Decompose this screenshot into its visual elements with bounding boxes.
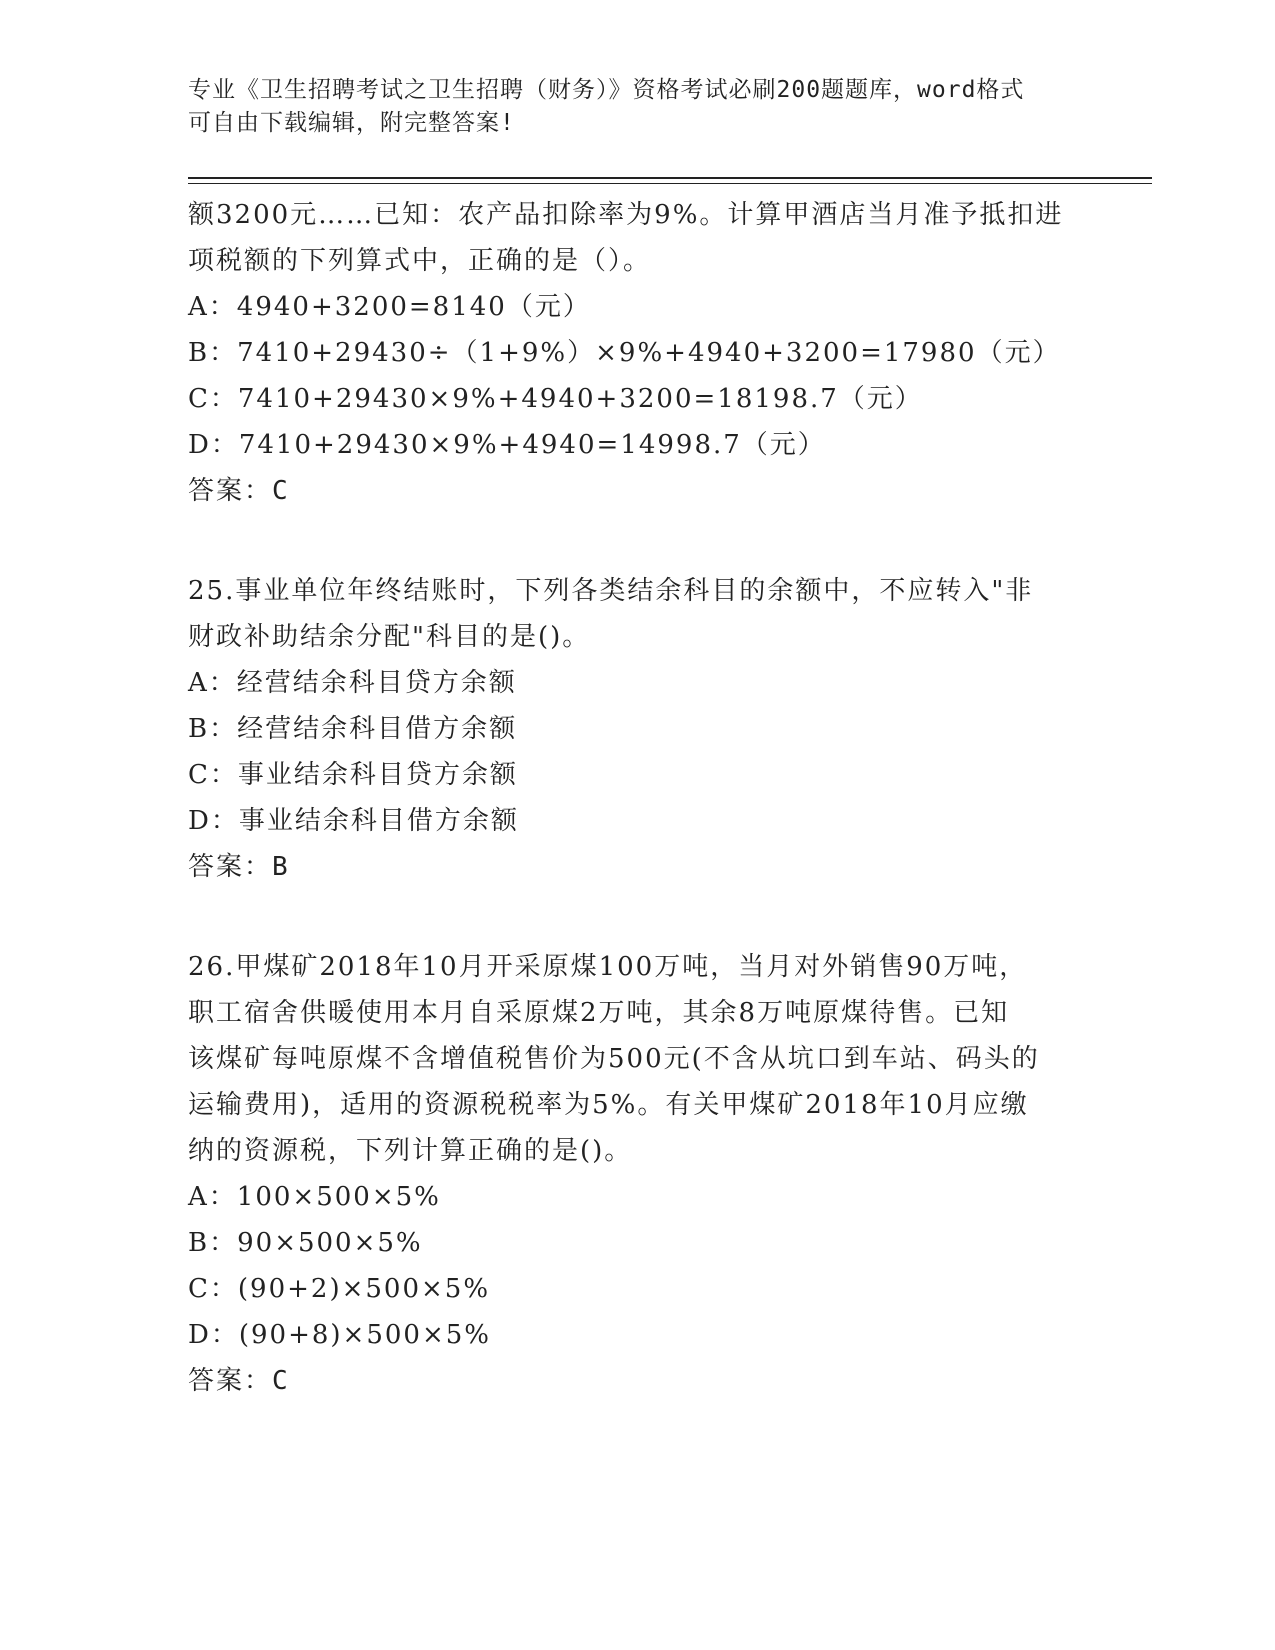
option-a: A：经营结余科目贷方余额 xyxy=(188,668,517,698)
header-divider-thin xyxy=(188,183,1152,184)
question-25 xyxy=(188,568,1088,890)
answer-line: 答案：C xyxy=(188,1366,290,1396)
question-24 xyxy=(188,192,1088,514)
spacer xyxy=(188,890,1088,944)
option-b: B：90×500×5% xyxy=(188,1228,423,1258)
header-line-1: 专业《卫生招聘考试之卫生招聘（财务）》资格考试必刷200题题库，word格式 xyxy=(188,77,1025,103)
question-stem: 额3200元……已知：农产品扣除率为9%。计算甲酒店当月准予抵扣进 xyxy=(188,200,1064,230)
answer-line: 答案：C xyxy=(188,476,290,506)
question-stem: 项税额的下列算式中，正确的是（）。 xyxy=(188,246,652,276)
question-stem: 26.甲煤矿2018年10月开采原煤100万吨，当月对外销售90万吨， xyxy=(188,952,1028,982)
document-header xyxy=(188,74,1068,140)
option-d: D：(90+8)×500×5% xyxy=(188,1320,491,1350)
question-stem: 财政补助结余分配"科目的是()。 xyxy=(188,622,591,652)
question-list xyxy=(188,192,1088,1404)
header-divider-thick xyxy=(188,177,1152,179)
option-a: A：4940+3200=8140（元） xyxy=(188,292,591,322)
option-c: C：事业结余科目贷方余额 xyxy=(188,760,518,790)
option-c: C：7410+29430×9%+4940+3200=18198.7（元） xyxy=(188,384,923,414)
option-d: D：事业结余科目借方余额 xyxy=(188,806,519,836)
question-stem: 职工宿舍供暖使用本月自采原煤2万吨，其余8万吨原煤待售。已知 xyxy=(188,998,1010,1028)
spacer xyxy=(188,514,1088,568)
option-a: A：100×500×5% xyxy=(188,1182,441,1212)
answer-line: 答案：B xyxy=(188,852,290,882)
question-stem: 该煤矿每吨原煤不含增值税售价为500元(不含从坑口到车站、码头的 xyxy=(188,1044,1040,1074)
option-d: D：7410+29430×9%+4940=14998.7（元） xyxy=(188,430,826,460)
question-stem: 纳的资源税，下列计算正确的是()。 xyxy=(188,1136,633,1166)
option-b: B：7410+29430÷（1+9%）×9%+4940+3200=17980（元） xyxy=(188,338,1061,368)
question-26 xyxy=(188,944,1088,1404)
header-line-2: 可自由下载编辑，附完整答案! xyxy=(188,110,515,136)
question-stem: 25.事业单位年终结账时，下列各类结余科目的余额中，不应转入"非 xyxy=(188,576,1034,606)
option-b: B：经营结余科目借方余额 xyxy=(188,714,518,744)
question-stem: 运输费用)，适用的资源税税率为5%。有关甲煤矿2018年10月应缴 xyxy=(188,1090,1029,1120)
option-c: C：(90+2)×500×5% xyxy=(188,1274,491,1304)
